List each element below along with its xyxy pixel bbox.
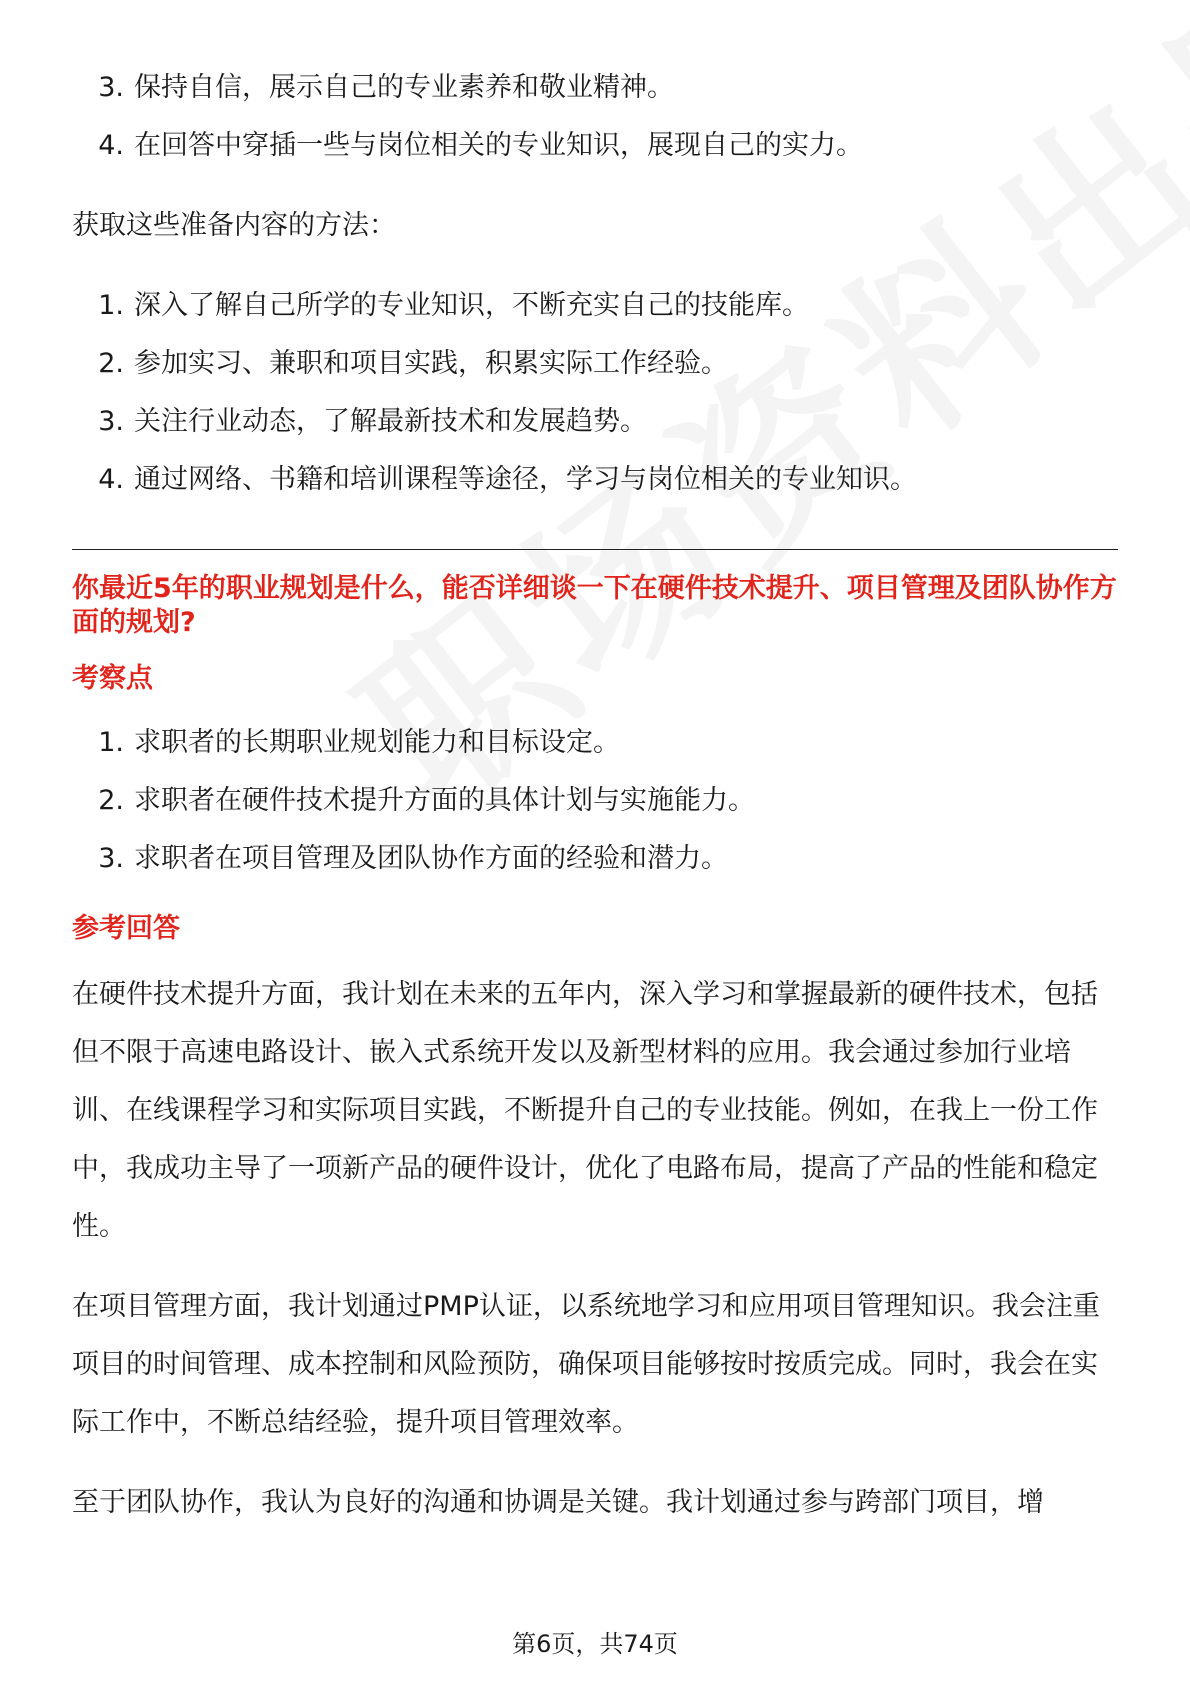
list-item: 3. 关注行业动态，了解最新技术和发展趋势。 bbox=[98, 406, 647, 437]
section-divider bbox=[72, 549, 1118, 550]
answer-heading: 参考回答 bbox=[72, 913, 180, 944]
page-number-footer: 第6页，共74页 bbox=[512, 1630, 678, 1658]
list-item: 1. 深入了解自己所学的专业知识，不断充实自己的技能库。 bbox=[98, 290, 809, 321]
question-heading: 你最近5年的职业规划是什么，能否详细谈一下在硬件技术提升、项目管理及团队协作方面的规划? bbox=[72, 573, 1117, 638]
methods-list bbox=[72, 277, 1118, 509]
list-item: 2. 求职者在硬件技术提升方面的具体计划与实施能力。 bbox=[98, 785, 755, 816]
page-content bbox=[72, 72, 1118, 1532]
answer-paragraph: 在项目管理方面，我计划通过PMP认证，以系统地学习和应用项目管理知识。我会注重项目的时间管理、成本控制和风险预防，确保项目能够按时按质完成。同时，我会在实际工作中，不断总结经验，提升项目管理效率。 bbox=[72, 1291, 1100, 1438]
top-list bbox=[72, 59, 1118, 175]
list-item: 3. 保持自信，展示自己的专业素养和敬业精神。 bbox=[98, 72, 674, 103]
focus-heading: 考察点 bbox=[72, 663, 153, 694]
list-item: 4. 通过网络、书籍和培训课程等途径，学习与岗位相关的专业知识。 bbox=[98, 464, 917, 495]
list-item: 2. 参加实习、兼职和项目实践，积累实际工作经验。 bbox=[98, 348, 728, 379]
list-item: 1. 求职者的长期职业规划能力和目标设定。 bbox=[98, 727, 620, 758]
answer-paragraph: 至于团队协作，我认为良好的沟通和协调是关键。我计划通过参与跨部门项目，增 bbox=[72, 1487, 1044, 1518]
focus-list bbox=[72, 714, 1118, 888]
answer-paragraph: 在硬件技术提升方面，我计划在未来的五年内，深入学习和掌握最新的硬件技术，包括但不限于高速电路设计、嵌入式系统开发以及新型材料的应用。我会通过参加行业培训、在线课程学习和实际项目实践，不断提升自己的专业技能。例如，在我上一份工作中，我成功主导了一项新产品的硬件设计，优化了电路布局，提高了产品的性能和稳定性。 bbox=[72, 979, 1098, 1242]
list-item: 4. 在回答中穿插一些与岗位相关的专业知识，展现自己的实力。 bbox=[98, 130, 863, 161]
methods-intro: 获取这些准备内容的方法： bbox=[72, 210, 396, 241]
list-item: 3. 求职者在项目管理及团队协作方面的经验和潜力。 bbox=[98, 843, 728, 874]
